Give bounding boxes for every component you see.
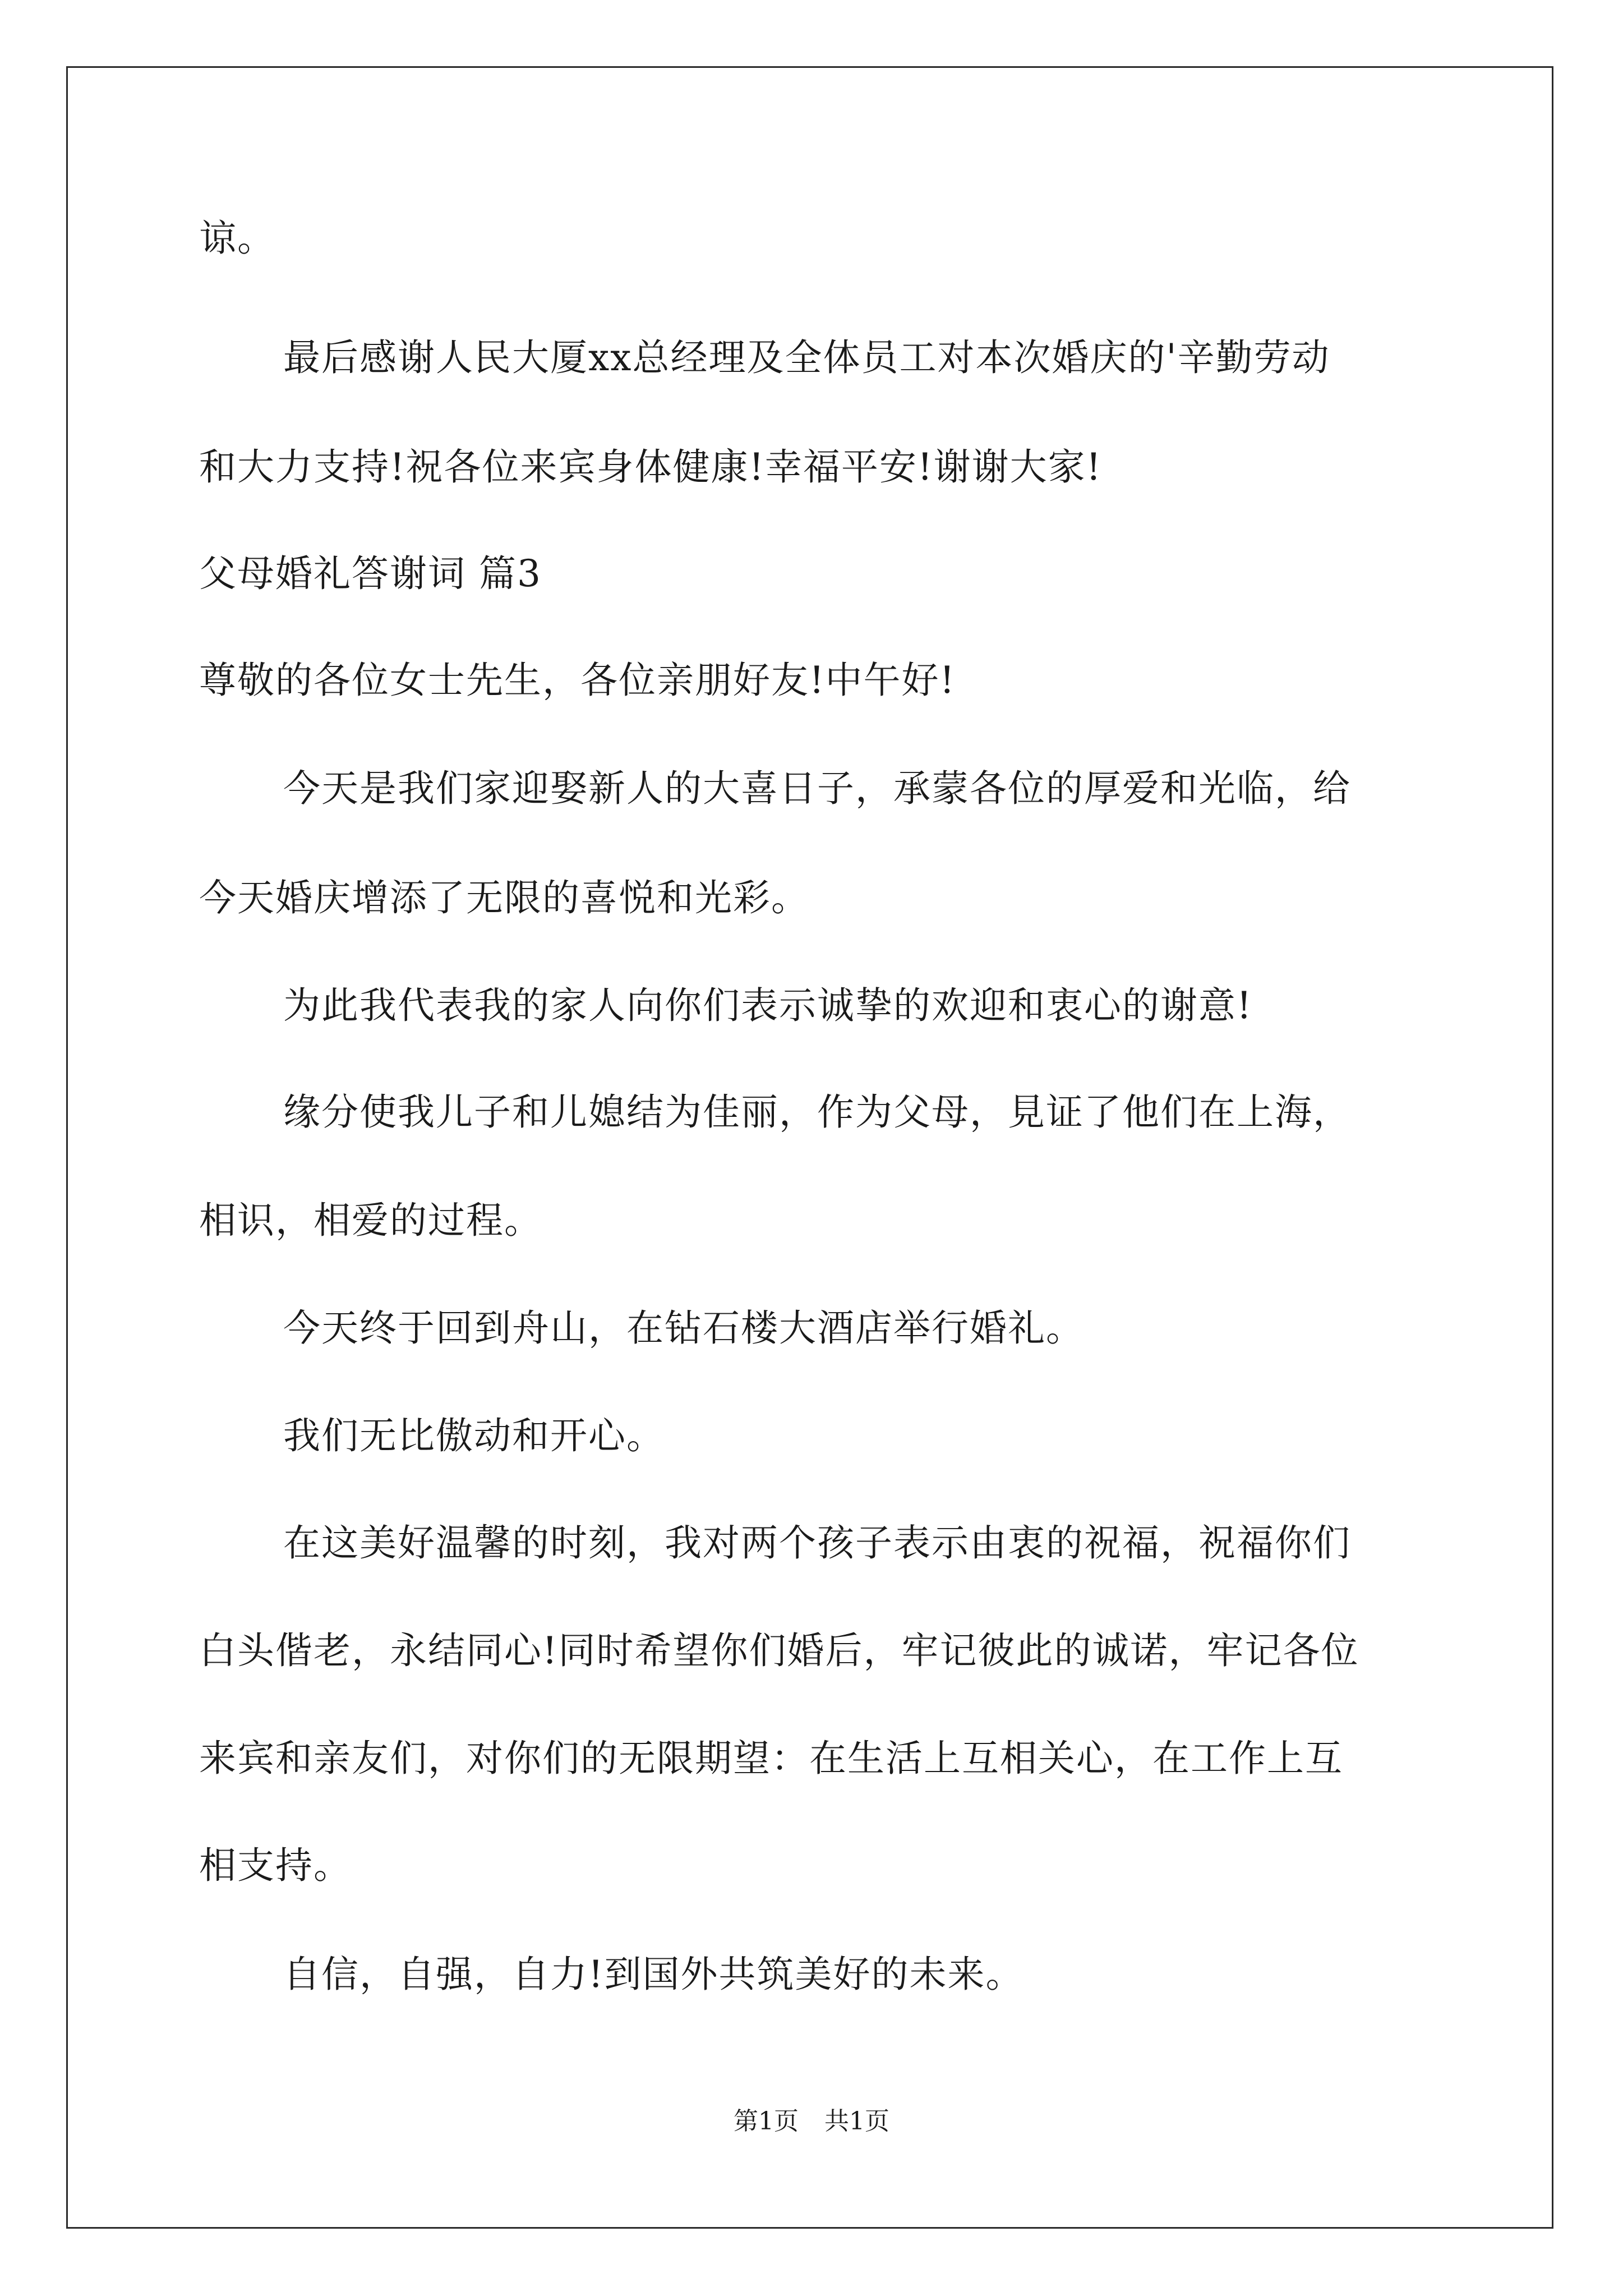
page-number: 第1页: [734, 2107, 799, 2136]
paragraph-line: 今天是我们家迎娶新人的大喜日子，承蒙各位的厚爱和光临，给: [283, 767, 1351, 810]
text-line: 来宾和亲友们，对你们的无限期望：在生活上互相关心，在工作上互: [199, 1737, 1343, 1780]
text-line: 相支持。: [199, 1844, 352, 1887]
text-line: 白头偕老，永结同心!同时希望你们婚后，牢记彼此的诚诺，牢记各位: [199, 1629, 1359, 1672]
page-total: 共1页: [824, 2107, 889, 2136]
paragraph-line: 在这美好温馨的时刻，我对两个孩子表示由衷的祝福，祝福你们: [283, 1521, 1351, 1565]
paragraph-line: 今天终于回到舟山，在钻石楼大酒店举行婚礼。: [283, 1306, 1084, 1350]
paragraph-line: 我们无比傲动和开心。: [283, 1414, 665, 1457]
paragraph-line: 最后感谢人民大厦xx总经理及全体员工对本次婚庆的'辛勤劳动: [283, 336, 1330, 379]
paragraph-line: 自信，自强，自力!到国外共筑美好的未来。: [283, 1953, 1024, 1996]
page-footer: [0, 2101, 1623, 2137]
paragraph-line: 为此我代表我的家人向你们表示诚挚的欢迎和衷心的谢意!: [283, 984, 1253, 1027]
salutation-line: 尊敬的各位女士先生，各位亲朋好友!中午好!: [199, 659, 956, 702]
paragraph-line: 缘分使我儿子和儿媳结为佳丽，作为父母，見证了他们在上海，: [283, 1091, 1351, 1134]
text-line: 今天婚庆增添了无限的喜悦和光彩。: [199, 876, 809, 919]
page-border: [66, 66, 1553, 2229]
section-heading: 父母婚礼答谢词 篇3: [199, 552, 542, 595]
text-line: 和大力支持!祝各位来宾身体健康!幸福平安!谢谢大家!: [199, 445, 1103, 489]
text-line: 谅。: [199, 217, 275, 260]
text-line: 相识，相爱的过程。: [199, 1199, 542, 1242]
